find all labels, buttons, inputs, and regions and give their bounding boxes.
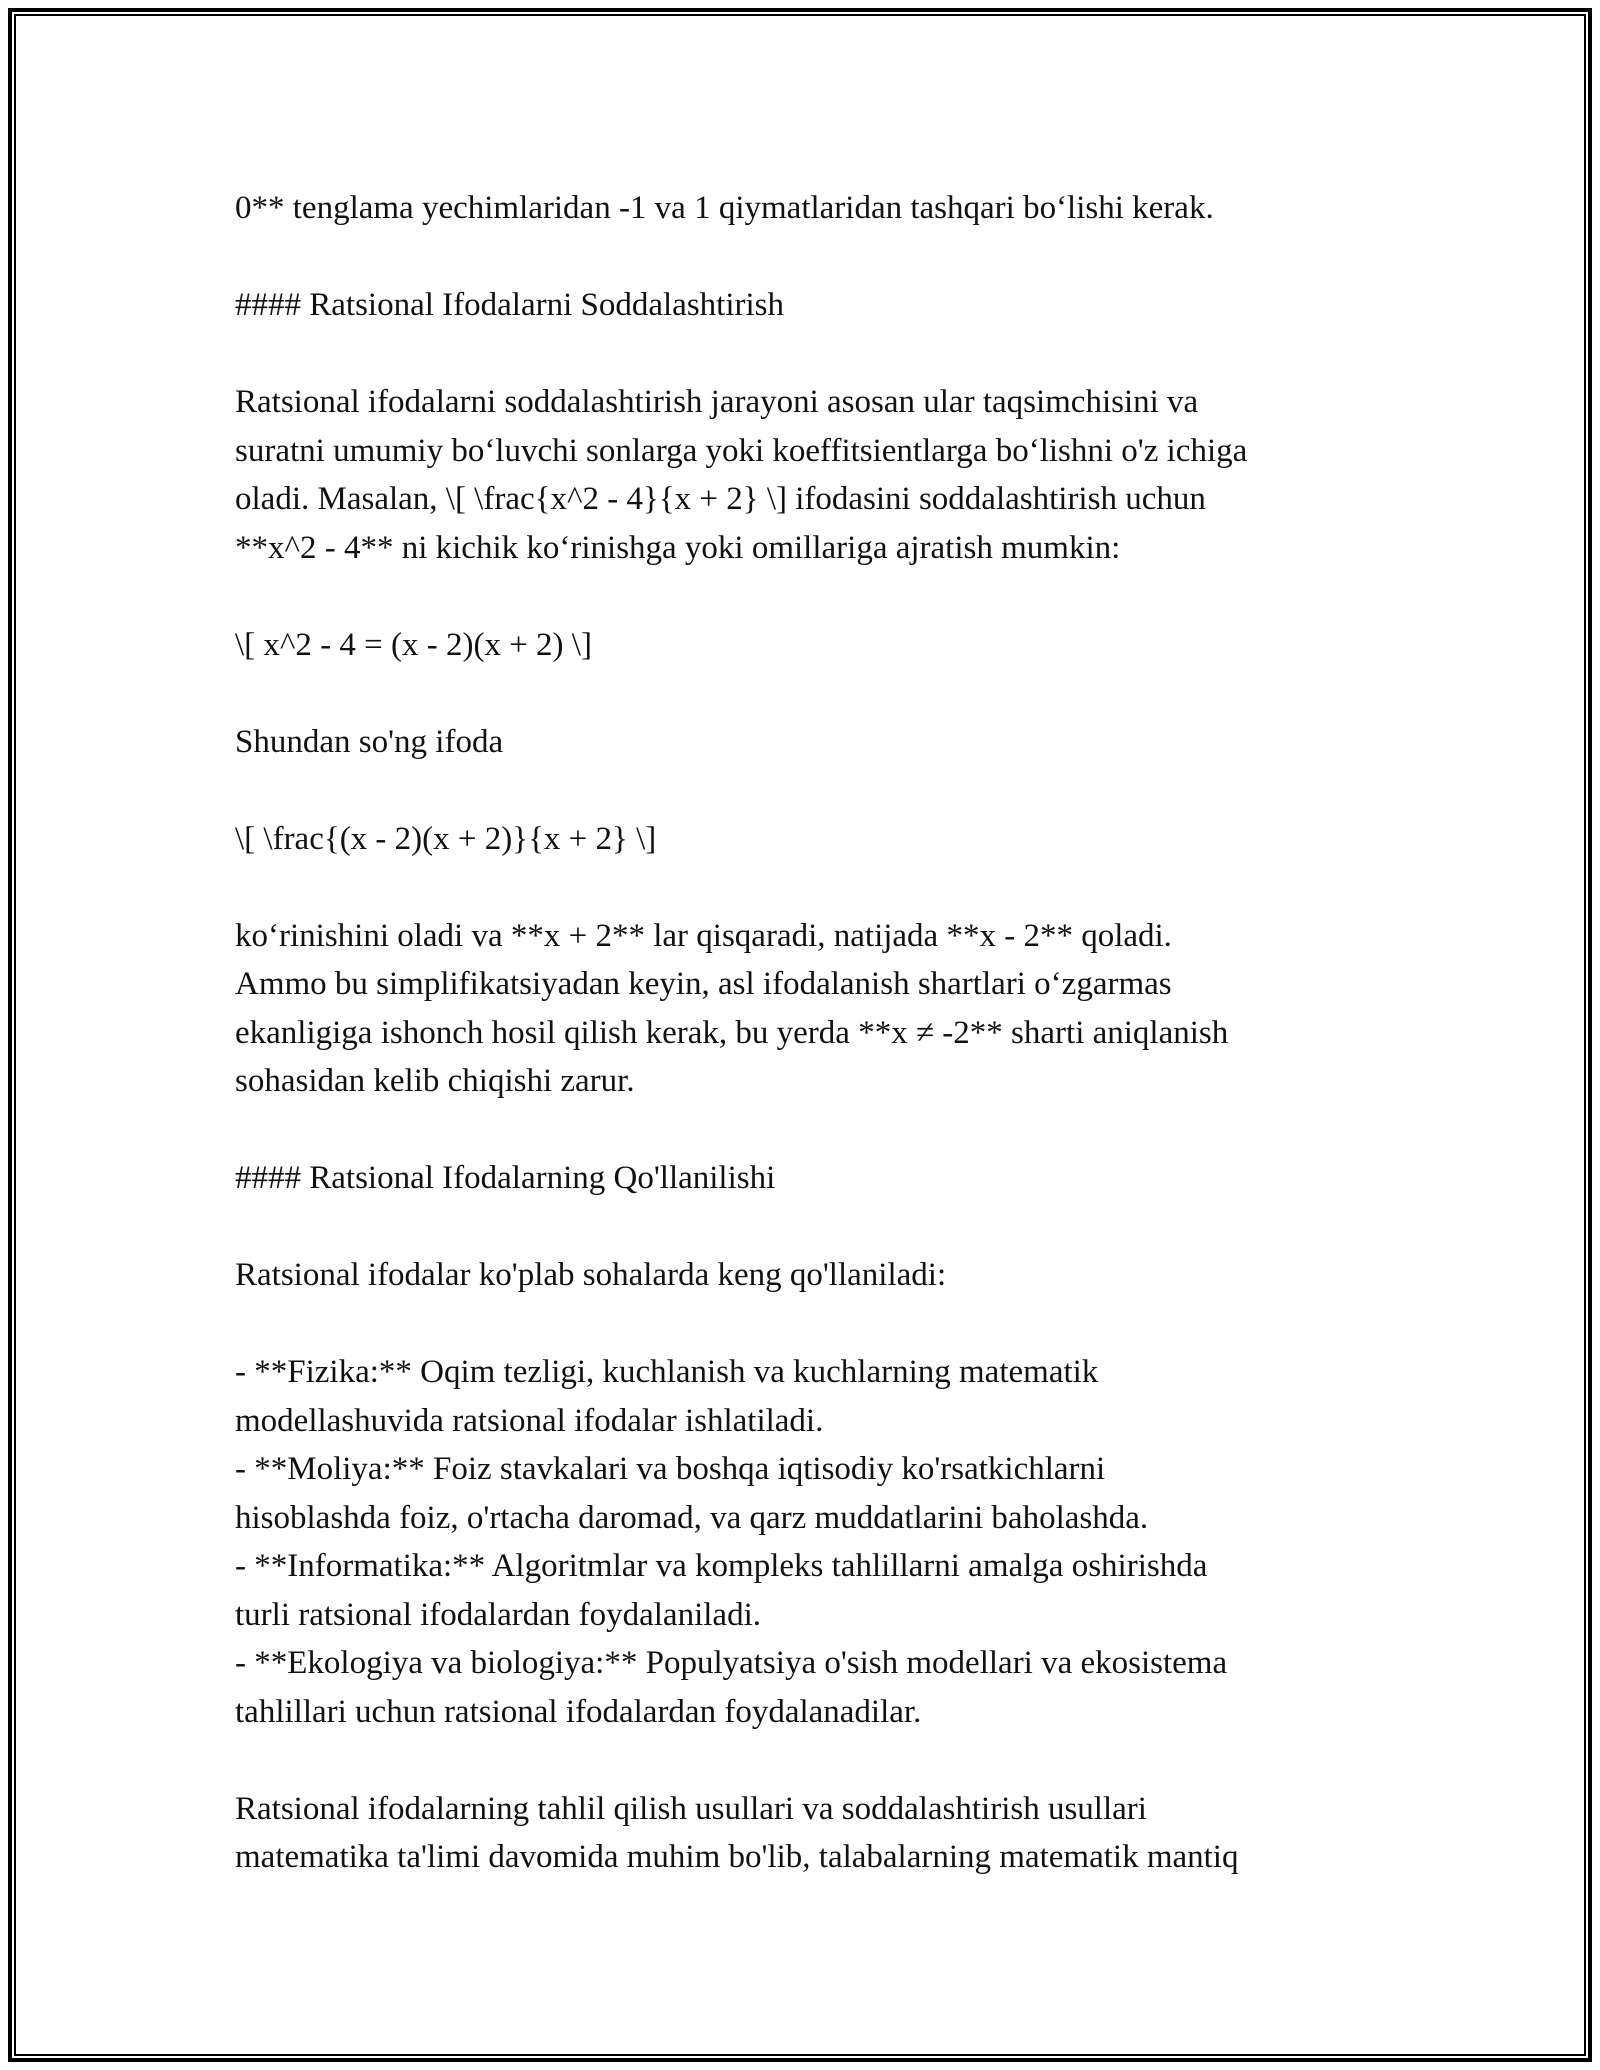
paragraph-simplification: Ratsional ifodalarni soddalashtirish jarayoni asosan ular taqsimchisini va suratni umumiy bo‘luvchi sonlarga yoki koeffitsientlarga bo‘lishni o'z ichiga oladi. Masalan, \[ \frac{x^2 - 4}{x + 2} \] ifodasini soddalashtirish uchun **x^2 - 4** ni kichik ko‘rinishga yoki omillariga ajratish mumkin:	[235, 384, 1248, 566]
equation-fraction: \[ \frac{(x - 2)(x + 2)}{x + 2} \]	[235, 820, 657, 857]
paragraph-applications-intro: Ratsional ifodalar ko'plab sohalarda keng qo'llaniladi:	[235, 1257, 947, 1293]
document-body	[235, 184, 1385, 1882]
paragraph-continuation: 0** tenglama yechimlaridan -1 va 1 qiymatlaridan tashqari bo‘lishi kerak.	[235, 190, 1214, 226]
applications-list: - **Fizika:** Oqim tezligi, kuchlanish va kuchlarning matematik modellashuvida ratsional ifodalar ishlatiladi. - **Moliya:** Foiz stavkalari va boshqa iqtisodiy ko'rsatkichlarni hisoblashda foiz, o'rtacha daromad, va qarz muddatlarini baholashda. - **Informatika:** Algoritmlar va kompleks tahlillarni amalga oshirishda turli ratsional ifodalardan foydalaniladi. - **Ekologiya va biologiya:** Populyatsiya o'sish modellari va ekosistema tahlillari uchun ratsional ifodalardan foydalanadilar.	[235, 1354, 1228, 1730]
equation-factorization: \[ x^2 - 4 = (x - 2)(x + 2) \]	[235, 626, 592, 663]
paragraph-then: Shundan so'ng ifoda	[235, 723, 504, 760]
paragraph-cancellation: ko‘rinishini oladi va **x + 2** lar qisqaradi, natijada **x - 2** qoladi. Ammo bu simplifikatsiyadan keyin, asl ifodalanish shartlari o‘zgarmas ekanligiga ishonch hosil qilish kerak, bu yerda **x ≠ -2** sharti aniqlanish sohasidan kelib chiqishi zarur.	[235, 917, 1229, 1099]
paragraph-conclusion: Ratsional ifodalarning tahlil qilish usullari va soddalashtirish usullari matematika ta'limi davomida muhim bo'lib, talabalarning matematik mantiq	[235, 1790, 1239, 1875]
heading-applications: #### Ratsional Ifodalarning Qo'llanilishi	[235, 1160, 776, 1196]
heading-simplification: #### Ratsional Ifodalarni Soddalashtirish	[235, 287, 784, 323]
